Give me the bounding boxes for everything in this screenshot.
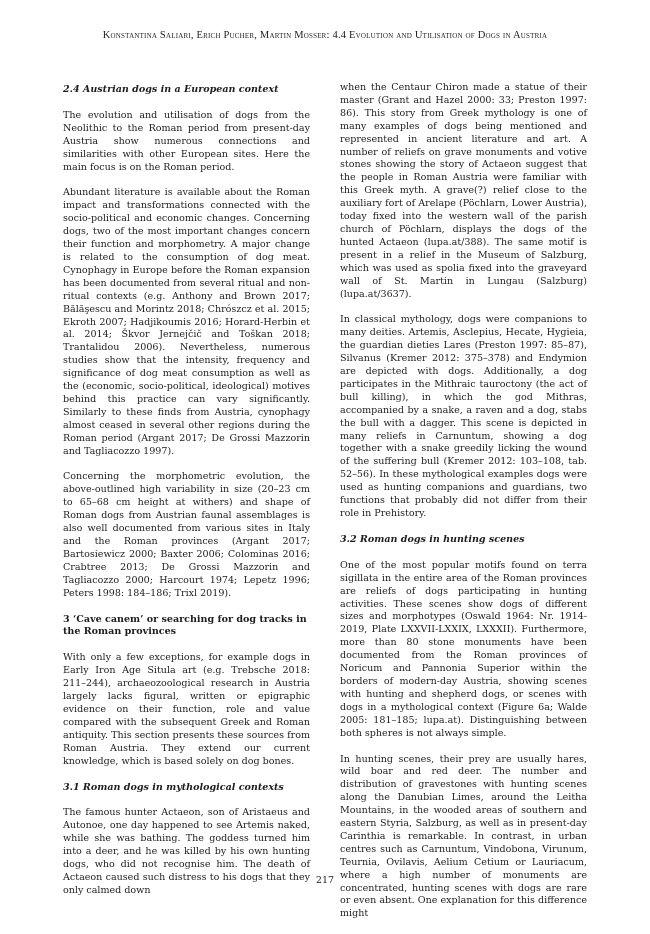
right-column [340,82,587,934]
running-title: Konstantina Saliari, Erich Pucher, Martin Mosser: 4.4 Evolution and Utilisation of Dogs in Austria [102,30,548,41]
section-heading-3: 3 ‘Cave canem’ or searching for dog tracks in the Roman provinces [63,613,307,638]
paragraph: In hunting scenes, their prey are usually hares, wild boar and red deer. The number and distribution of gravestones with hunting scenes along the Danubian Limes, around the Leitha Mountains, in the wooded areas of southern and eastern Styria, Salzburg, as well as in present-day Carinthia is remarkable. In contrast, in urban centres such as Carnuntum, Vindobona, Virunum, Teurnia, Ovilavis, Aelium Cetium or Lauriacum, where a high number of monuments are concentrated, hunting scenes with dogs are rare or even absent. One explanation for this difference might [340,753,587,920]
paragraph: Concerning the morphometric evolution, the above-outlined high variability in size (20–23 cm to 65–68 cm height at withers) and shape of Roman dogs from Austrian faunal assemblages is also well documented from various sites in Italy and the Roman provinces (Argant 2017; Bartosiewicz 2000; Baxter 2006; Colominas 2016; Crabtree 2013; De Grossi Mazzorin and Tagliacozzo 2000; Harcourt 1974; Lepetz 1996; Peters 1998: 184–186; Trixl 2019). [63,471,310,599]
paragraph: One of the most popular motifs found on terra sigillata in the entire area of the Roman provinces are reliefs of dogs participating in hunting activities. These scenes show dogs of different sizes and morphotypes (Oswald 1964: Nr. 1914-2019, Plate LXXVII-LXXIX, LXXXII). Furthermore, more than 80 stone monuments have been documented from the Roman provinces of Noricum and Pannonia Superior within the borders of modern-day Austria, showing scenes with hunting and shepherd dogs, or scenes with dogs in a mythological context (Figure 6a; Walde 2005: 181–185; lupa.at). Distinguishing between both spheres is not always simple. [340,559,587,739]
page-number: 217 [315,875,335,886]
paragraph: Abundant literature is available about the Roman impact and transformations connected with the socio-political and economic changes. Concerning dogs, two of the most important changes concern their function and morphometry. A major change is related to the consumption of dog meat. Cynophagy in Europe before the Roman expansion has been documented from several ritual and non-ritual contexts (e.g. Anthony and Brown 2017; Bălăşescu and Morintz 2018; Chrószcz et al. 2015; Ekroth 2007; Hadjikoumis 2016; Horard-Herbin et al. 2014; Škvor Jernejčič and Toškan 2018; Trantalidou 2006). Nevertheless, numerous studies show that the intensity, frequency and significance of dog meat consumption as well as the (economic, socio-political, ideological) motives behind this practice can vary significantly. Similarly to these finds from Austria, cynophagy almost ceased in several other regions during the Roman period (Argant 2017; De Grossi Mazzorin and Tagliacozzo 1997). [63,187,310,457]
paragraph: The famous hunter Actaeon, son of Aristaeus and Autonoe, one day happened to see Artemis naked, while she was bathing. The goddess turned him into a deer, and he was killed by his own hunting dogs, who did not recognise him. The death of Actaeon caused such distress to his dogs that they only calmed down [63,807,310,896]
left-column [63,84,310,911]
section-heading-3-1: 3.1 Roman dogs in mythological contexts [63,781,284,793]
paragraph: when the Centaur Chiron made a statue of their master (Grant and Hazel 2000: 33; Preston 1997: 86). This story from Greek mythology is one of many examples of dogs being mentioned and represented in ancient literature and art. A number of reliefs on grave monuments and votive stones showing the story of Actaeon suggest that the people in Roman Austria were familiar with this Greek myth. A grave(?) relief close to the auxiliary fort of Arelape (Pöchlarn, Lower Austria), today fixed into the western wall of the parish church of Pöchlarn, displays the dogs of the hunted Actaeon (lupa.at/388). The same motif is present in a relief in the Museum of Salzburg, which was used as spolia fixed into the graveyard wall of St. Martin in Lungau (Salzburg) (lupa.at/3637). [340,82,587,300]
section-heading-3-2: 3.2 Roman dogs in hunting scenes [340,533,525,545]
paragraph: With only a few exceptions, for example dogs in Early Iron Age Situla art (e.g. Trebsche 2018: 211–244), archaeozoological research in Austria largely lacks figural, written or epigraphic evidence on their function, role and value compared with the subsequent Greek and Roman antiquity. This section presents these sources from Roman Austria. They extend our current knowledge, which is based solely on dog bones. [63,652,310,767]
paragraph: In classical mythology, dogs were companions to many deities. Artemis, Asclepius, Hecate, Hygieia, the guardian dieties Lares (Preston 1997: 85–87), Silvanus (Kremer 2012: 375–378) and Endymion are depicted with dogs. Additionally, a dog participates in the Mithraic tauroctony (the act of bull killing), in which the god Mithras, accompanied by a snake, a raven and a dog, stabs the bull with a dagger. This scene is depicted in many reliefs in Carnuntum, showing a dog together with a snake greedily licking the wound of the suffering bull (Kremer 2012: 103–108, tab. 52–56). In these mythological examples dogs were used as hunting companions and guardians, two functions that probably did not differ from their role in Prehistory. [340,314,587,519]
paragraph: The evolution and utilisation of dogs from the Neolithic to the Roman period from present-day Austria show numerous connections and similarities with other European sites. Here the main focus is on the Roman period. [63,109,310,173]
section-heading-2-4: 2.4 Austrian dogs in a European context [63,84,279,95]
running-header [0,30,650,41]
